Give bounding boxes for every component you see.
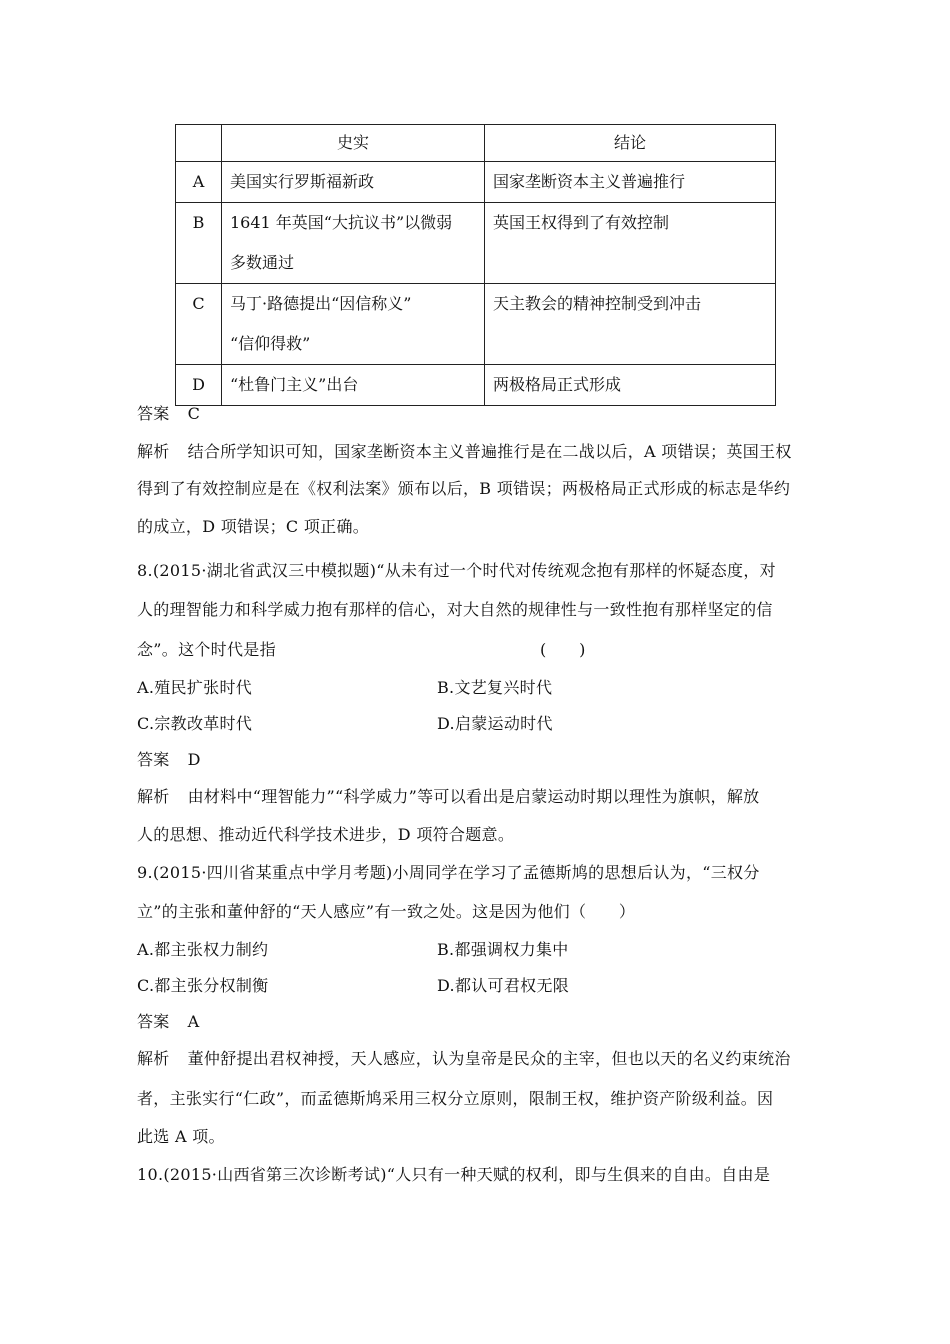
- q7-analysis-line: 得到了有效控制应是在《权利法案》颁布以后，B 项错误；两极格局正式形成的标志是华约: [137, 479, 791, 498]
- answer-value: D: [187, 750, 201, 769]
- option-a: A.都主张权力制约: [137, 940, 269, 959]
- q9-answer: [137, 1009, 199, 1032]
- q8-answer: [137, 747, 201, 770]
- q8-options-row: [137, 675, 797, 698]
- option-c: C.宗教改革时代: [137, 714, 253, 733]
- answer-label: 答案: [137, 1012, 170, 1031]
- header-letter: [176, 125, 222, 162]
- row-fact: [222, 284, 485, 365]
- answer-bracket: ( ): [540, 640, 586, 659]
- analysis-text: 董仲舒提出君权神授，天人感应，认为皇帝是民众的主宰，但也以天的名义约束统治: [187, 1049, 791, 1068]
- fact-line: 1641 年英国“大抗议书”以微弱: [230, 213, 453, 232]
- q9-analysis-line: 者，主张实行“仁政”，而孟德斯鸠采用三权分立原则，限制王权，维护资产阶级利益。因: [137, 1089, 774, 1108]
- q8-analysis-line: 人的思想、推动近代科学技术进步，D 项符合题意。: [137, 825, 515, 844]
- row-conclusion: 国家垄断资本主义普遍推行: [485, 162, 776, 203]
- analysis-text: 由材料中“理智能力”“科学威力”等可以看出是启蒙运动时期以理性为旗帜，解放: [187, 787, 760, 806]
- q9-stem-line: 9.(2015·四川省某重点中学月考题)小周同学在学习了孟德斯鸠的思想后认为，“三权分: [137, 863, 760, 882]
- q7-analysis-line: [137, 439, 792, 462]
- q9-stem-line: 立”的主张和董仲舒的“天人感应”有一致之处。这是因为他们（ ）: [137, 902, 636, 921]
- q7-answer: [137, 401, 200, 424]
- row-conclusion: 天主教会的精神控制受到冲击: [485, 284, 776, 365]
- option-c: C.都主张分权制衡: [137, 976, 269, 995]
- row-conclusion: 两极格局正式形成: [485, 365, 776, 406]
- analysis-label: 解析: [137, 1049, 170, 1068]
- header-conclusion: 结论: [485, 125, 776, 162]
- q9-analysis-line: [137, 1046, 791, 1069]
- table-row: [176, 365, 776, 406]
- answer-value: C: [187, 404, 201, 423]
- q7-analysis-line: 的成立，D 项错误；C 项正确。: [137, 517, 370, 536]
- analysis-label: 解析: [137, 442, 170, 461]
- fact-line: “杜鲁门主义”出台: [230, 375, 359, 394]
- option-b: B.都强调权力集中: [437, 940, 569, 959]
- q8-options-row: [137, 711, 797, 734]
- q8-stem-line: 8.(2015·湖北省武汉三中模拟题)“从未有过一个时代对传统观念抱有那样的怀疑态度，对: [137, 561, 776, 580]
- answer-label: 答案: [137, 404, 170, 423]
- q8-analysis-line: [137, 784, 759, 807]
- q8-stem-line: [137, 637, 586, 660]
- answer-value: A: [187, 1012, 200, 1031]
- fact-line: 美国实行罗斯福新政: [230, 172, 375, 191]
- row-conclusion: 英国王权得到了有效控制: [485, 203, 776, 284]
- option-b: B.文艺复兴时代: [437, 678, 553, 697]
- row-fact: [222, 203, 485, 284]
- table-row: [176, 203, 776, 284]
- row-letter: D: [176, 365, 222, 406]
- q9-options-row: [137, 973, 797, 996]
- table-row: [176, 162, 776, 203]
- option-a: A.殖民扩张时代: [137, 678, 253, 697]
- table-row: [176, 284, 776, 365]
- answer-label: 答案: [137, 750, 170, 769]
- row-fact: [222, 162, 485, 203]
- q10-stem-line: 10.(2015·山西省第三次诊断考试)“人只有一种天赋的权利，即与生俱来的自由。自由是: [137, 1165, 771, 1184]
- q9-options-row: [137, 937, 797, 960]
- fact-line: 马丁·路德提出“因信称义”: [230, 294, 412, 313]
- stem-text: 念”。这个时代是指: [137, 640, 276, 659]
- fact-line: “信仰得救”: [230, 334, 311, 353]
- facts-table: [175, 124, 776, 406]
- fact-line: 多数通过: [230, 253, 295, 272]
- option-d: D.都认可君权无限: [437, 976, 570, 995]
- row-fact: [222, 365, 485, 406]
- option-d: D.启蒙运动时代: [437, 714, 553, 733]
- analysis-label: 解析: [137, 787, 170, 806]
- q8-stem-line: 人的理智能力和科学威力抱有那样的信心，对大自然的规律性与一致性抱有那样坚定的信: [137, 600, 773, 619]
- table-header-row: [176, 125, 776, 162]
- row-letter: B: [176, 203, 222, 284]
- analysis-text: 结合所学知识可知，国家垄断资本主义普遍推行是在二战以后，A 项错误；英国王权: [187, 442, 792, 461]
- row-letter: C: [176, 284, 222, 365]
- q9-analysis-line: 此选 A 项。: [137, 1127, 225, 1146]
- row-letter: A: [176, 162, 222, 203]
- header-fact: 史实: [222, 125, 485, 162]
